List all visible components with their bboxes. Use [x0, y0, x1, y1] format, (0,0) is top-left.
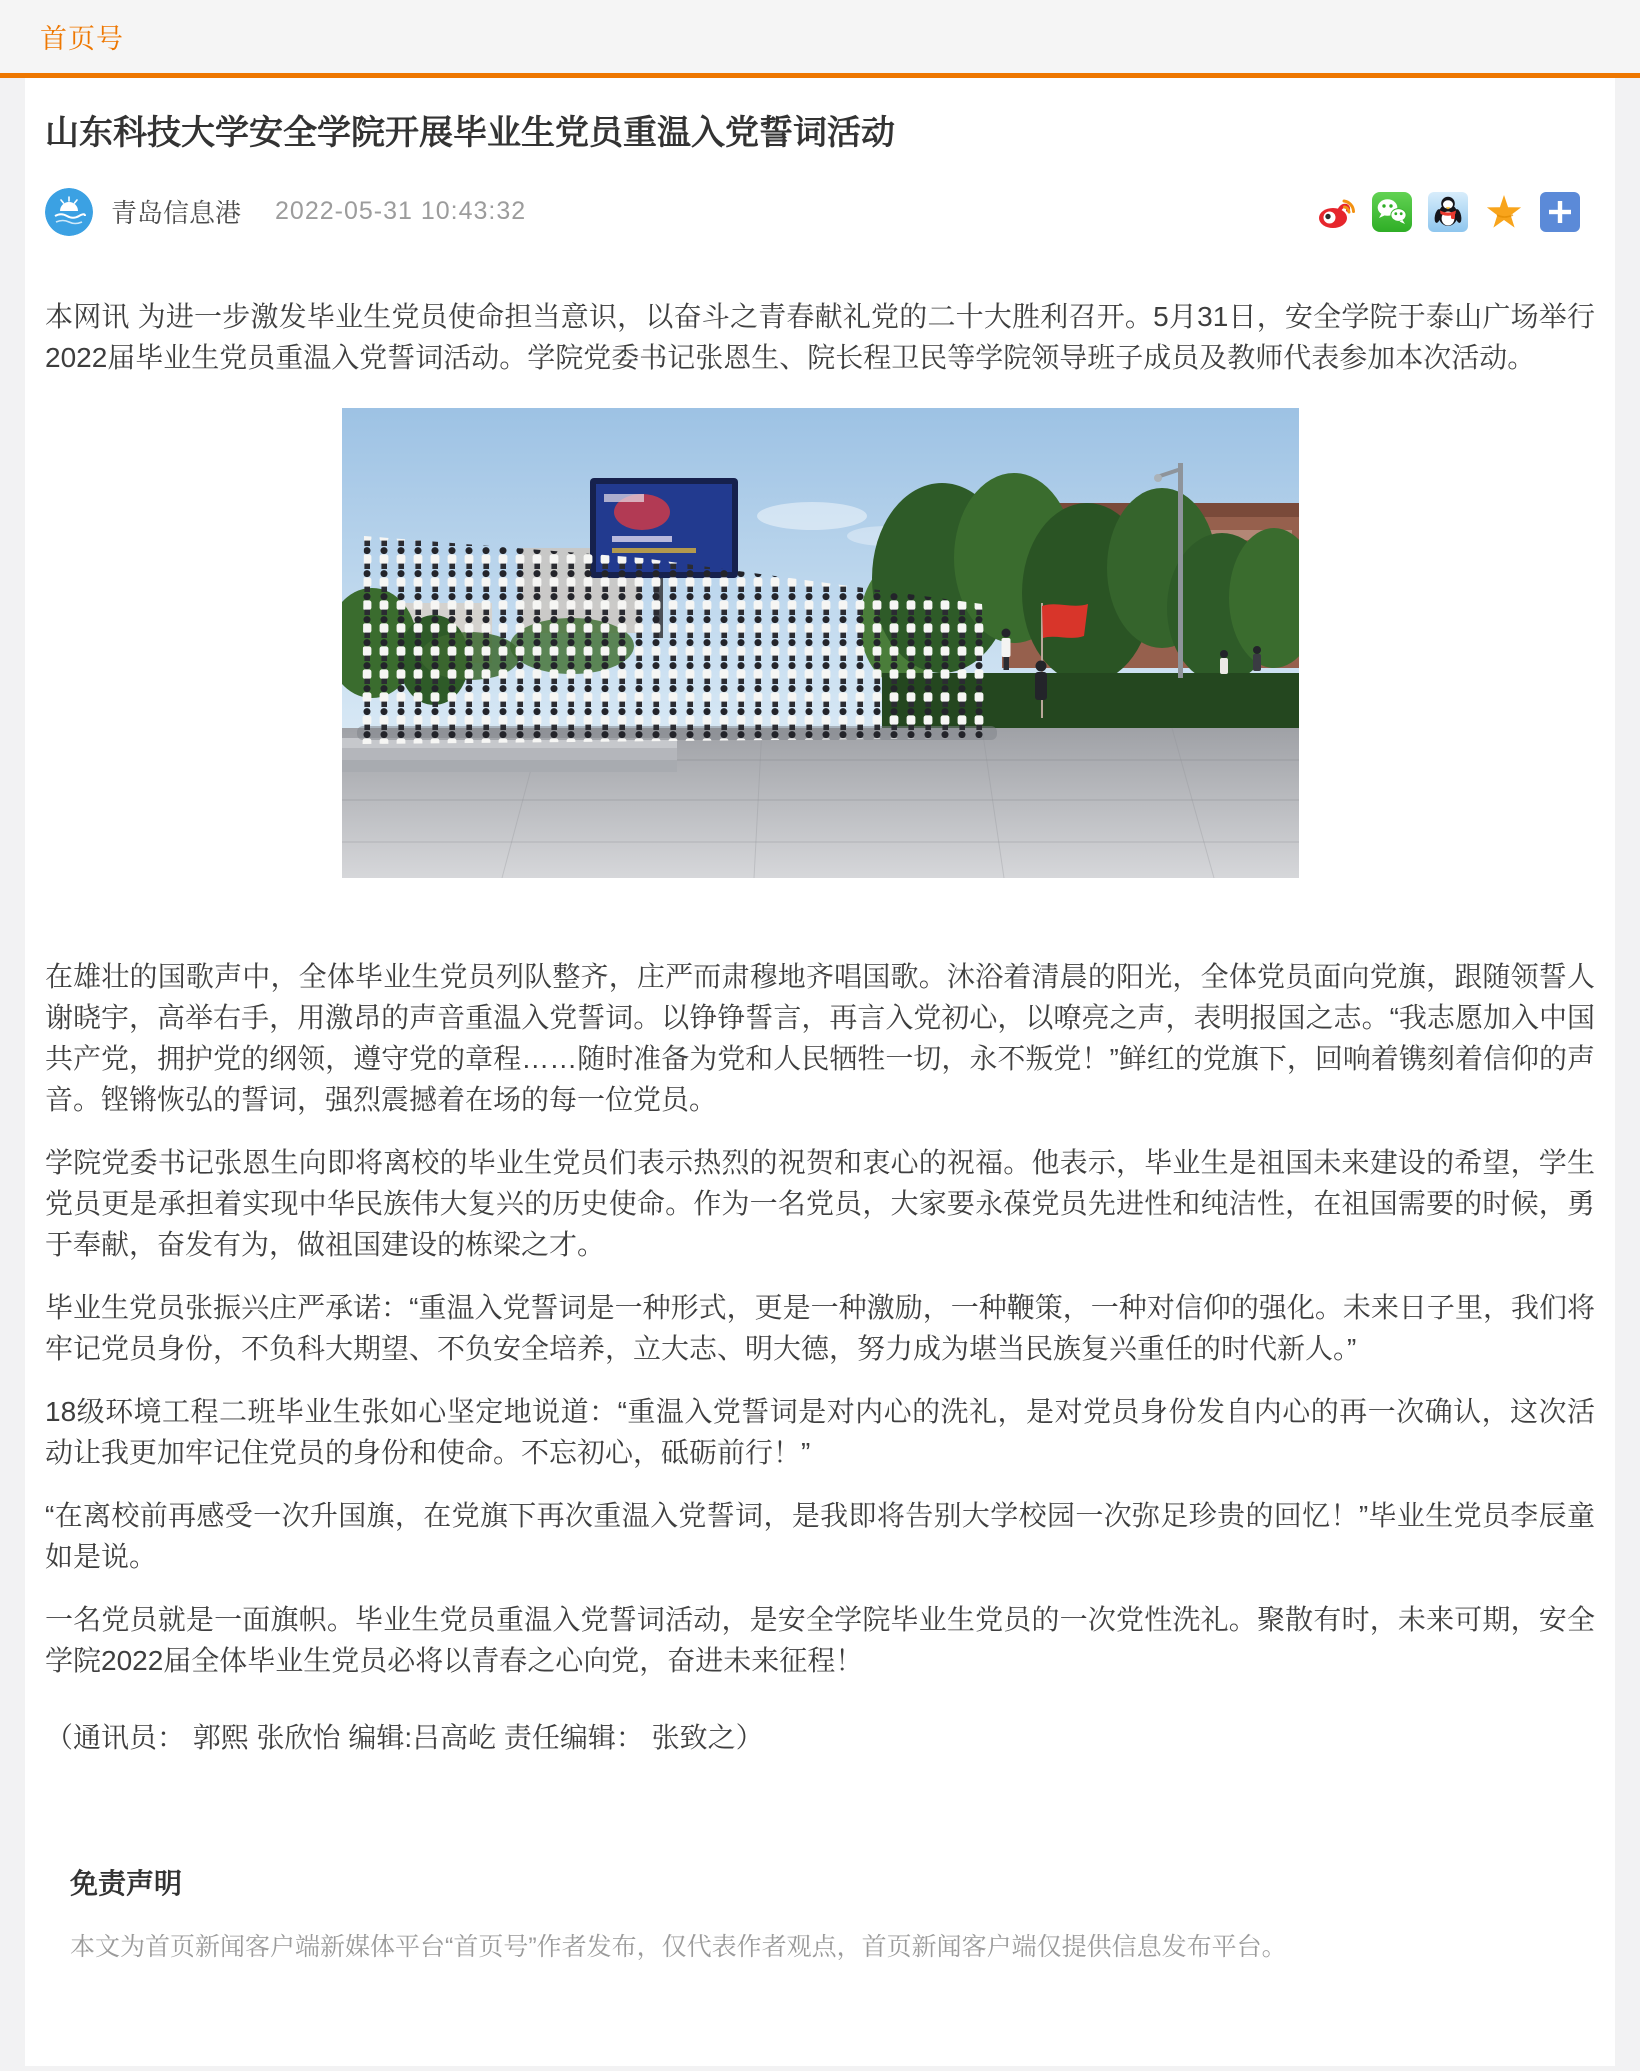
paragraph-7: 一名党员就是一面旗帜。毕业生党员重温入党誓词活动，是安全学院毕业生党员的一次党性洗礼。聚散有时，未来可期，安全学院2022届全体毕业生党员必将以青春之心向党，奋进未来征程！: [45, 1603, 1595, 1676]
paragraph-1: 本网讯 为进一步激发毕业生党员使命担当意识，以奋斗之青春献礼党的二十大胜利召开。5月31日，安全学院于泰山广场举行2022届毕业生党员重温入党誓词活动。学院党委书记张恩生、院长程卫民等学院领导班子成员及教师代表参加本次活动。: [45, 300, 1595, 373]
wechat-share-icon[interactable]: [1371, 191, 1413, 233]
credits-line: （通讯员： 郭熙 张欣怡 编辑:吕高屹 责任编辑： 张致之）: [45, 1721, 764, 1753]
disclaimer-section: [70, 1862, 1570, 1964]
paragraph-6: “在离校前再感受一次升国旗，在党旗下再次重温入党誓词，是我即将告别大学校园一次弥足珍贵的回忆！”毕业生党员李辰童如是说。: [45, 1499, 1595, 1572]
brand-home-link[interactable]: 首页号: [40, 24, 124, 54]
article-title: 山东科技大学安全学院开展毕业生党员重温入党誓词活动: [45, 114, 895, 152]
weibo-share-icon[interactable]: [1315, 191, 1357, 233]
share-bar: [1315, 191, 1595, 233]
top-bar: [0, 0, 1640, 78]
article-card: [25, 78, 1615, 2066]
paragraph-4: 毕业生党员张振兴庄严承诺：“重温入党誓词是一种形式，更是一种激励，一种鞭策，一种对信仰的强化。未来日子里，我们将牢记党员身份，不负科大期望、不负安全培养，立大志、明大德，努力成为堪当民族复兴重任的时代新人。”: [45, 1291, 1595, 1364]
qingdao-info-port-logo: [45, 188, 93, 236]
byline-row: [45, 188, 1595, 236]
paragraph-2: 在雄壮的国歌声中，全体毕业生党员列队整齐，庄严而肃穆地齐唱国歌。沐浴着清晨的阳光，全体党员面向党旗，跟随领誓人谢晓宇，高举右手，用激昂的声音重温入党誓词。以铮铮誓言，再言入党初心，以嘹亮之声，表明报国之志。“我志愿加入中国共产党，拥护党的纲领，遵守党的章程……随时准备为党和人民牺牲一切，永不叛党！”鲜红的党旗下，回响着镌刻着信仰的声音。铿锵恢弘的誓词，强烈震撼着在场的每一位党员。: [45, 960, 1595, 1115]
more-share-icon[interactable]: [1539, 191, 1581, 233]
author-name[interactable]: 青岛信息港: [111, 198, 242, 229]
paragraph-5: 18级环境工程二班毕业生张如心坚定地说道：“重温入党誓词是对内心的洗礼，是对党员身份发自内心的再一次确认，这次活动让我更加牢记住党员的身份和使命。不忘初心，砥砺前行！”: [45, 1395, 1595, 1468]
disclaimer-text: 本文为首页新闻客户端新媒体平台“首页号”作者发布，仅代表作者观点，首页新闻客户端仅提供信息发布平台。: [70, 1932, 1287, 1961]
graduates-oath-photo-illustration: [342, 408, 1299, 878]
qq-share-icon[interactable]: [1427, 191, 1469, 233]
publish-timestamp: 2022-05-31 10:43:32: [275, 197, 527, 226]
author-avatar[interactable]: [45, 188, 93, 236]
qzone-share-icon[interactable]: [1483, 191, 1525, 233]
disclaimer-title: 免责声明: [70, 1867, 183, 1899]
paragraph-3: 学院党委书记张恩生向即将离校的毕业生党员们表示热烈的祝贺和衷心的祝福。他表示，毕业生是祖国未来建设的希望，学生党员更是承担着实现中华民族伟大复兴的历史使命。作为一名党员，大家要永葆党员先进性和纯洁性，在祖国需要的时候，勇于奉献，奋发有为，做祖国建设的栋梁之才。: [45, 1146, 1595, 1260]
article-photo[interactable]: [342, 408, 1299, 878]
